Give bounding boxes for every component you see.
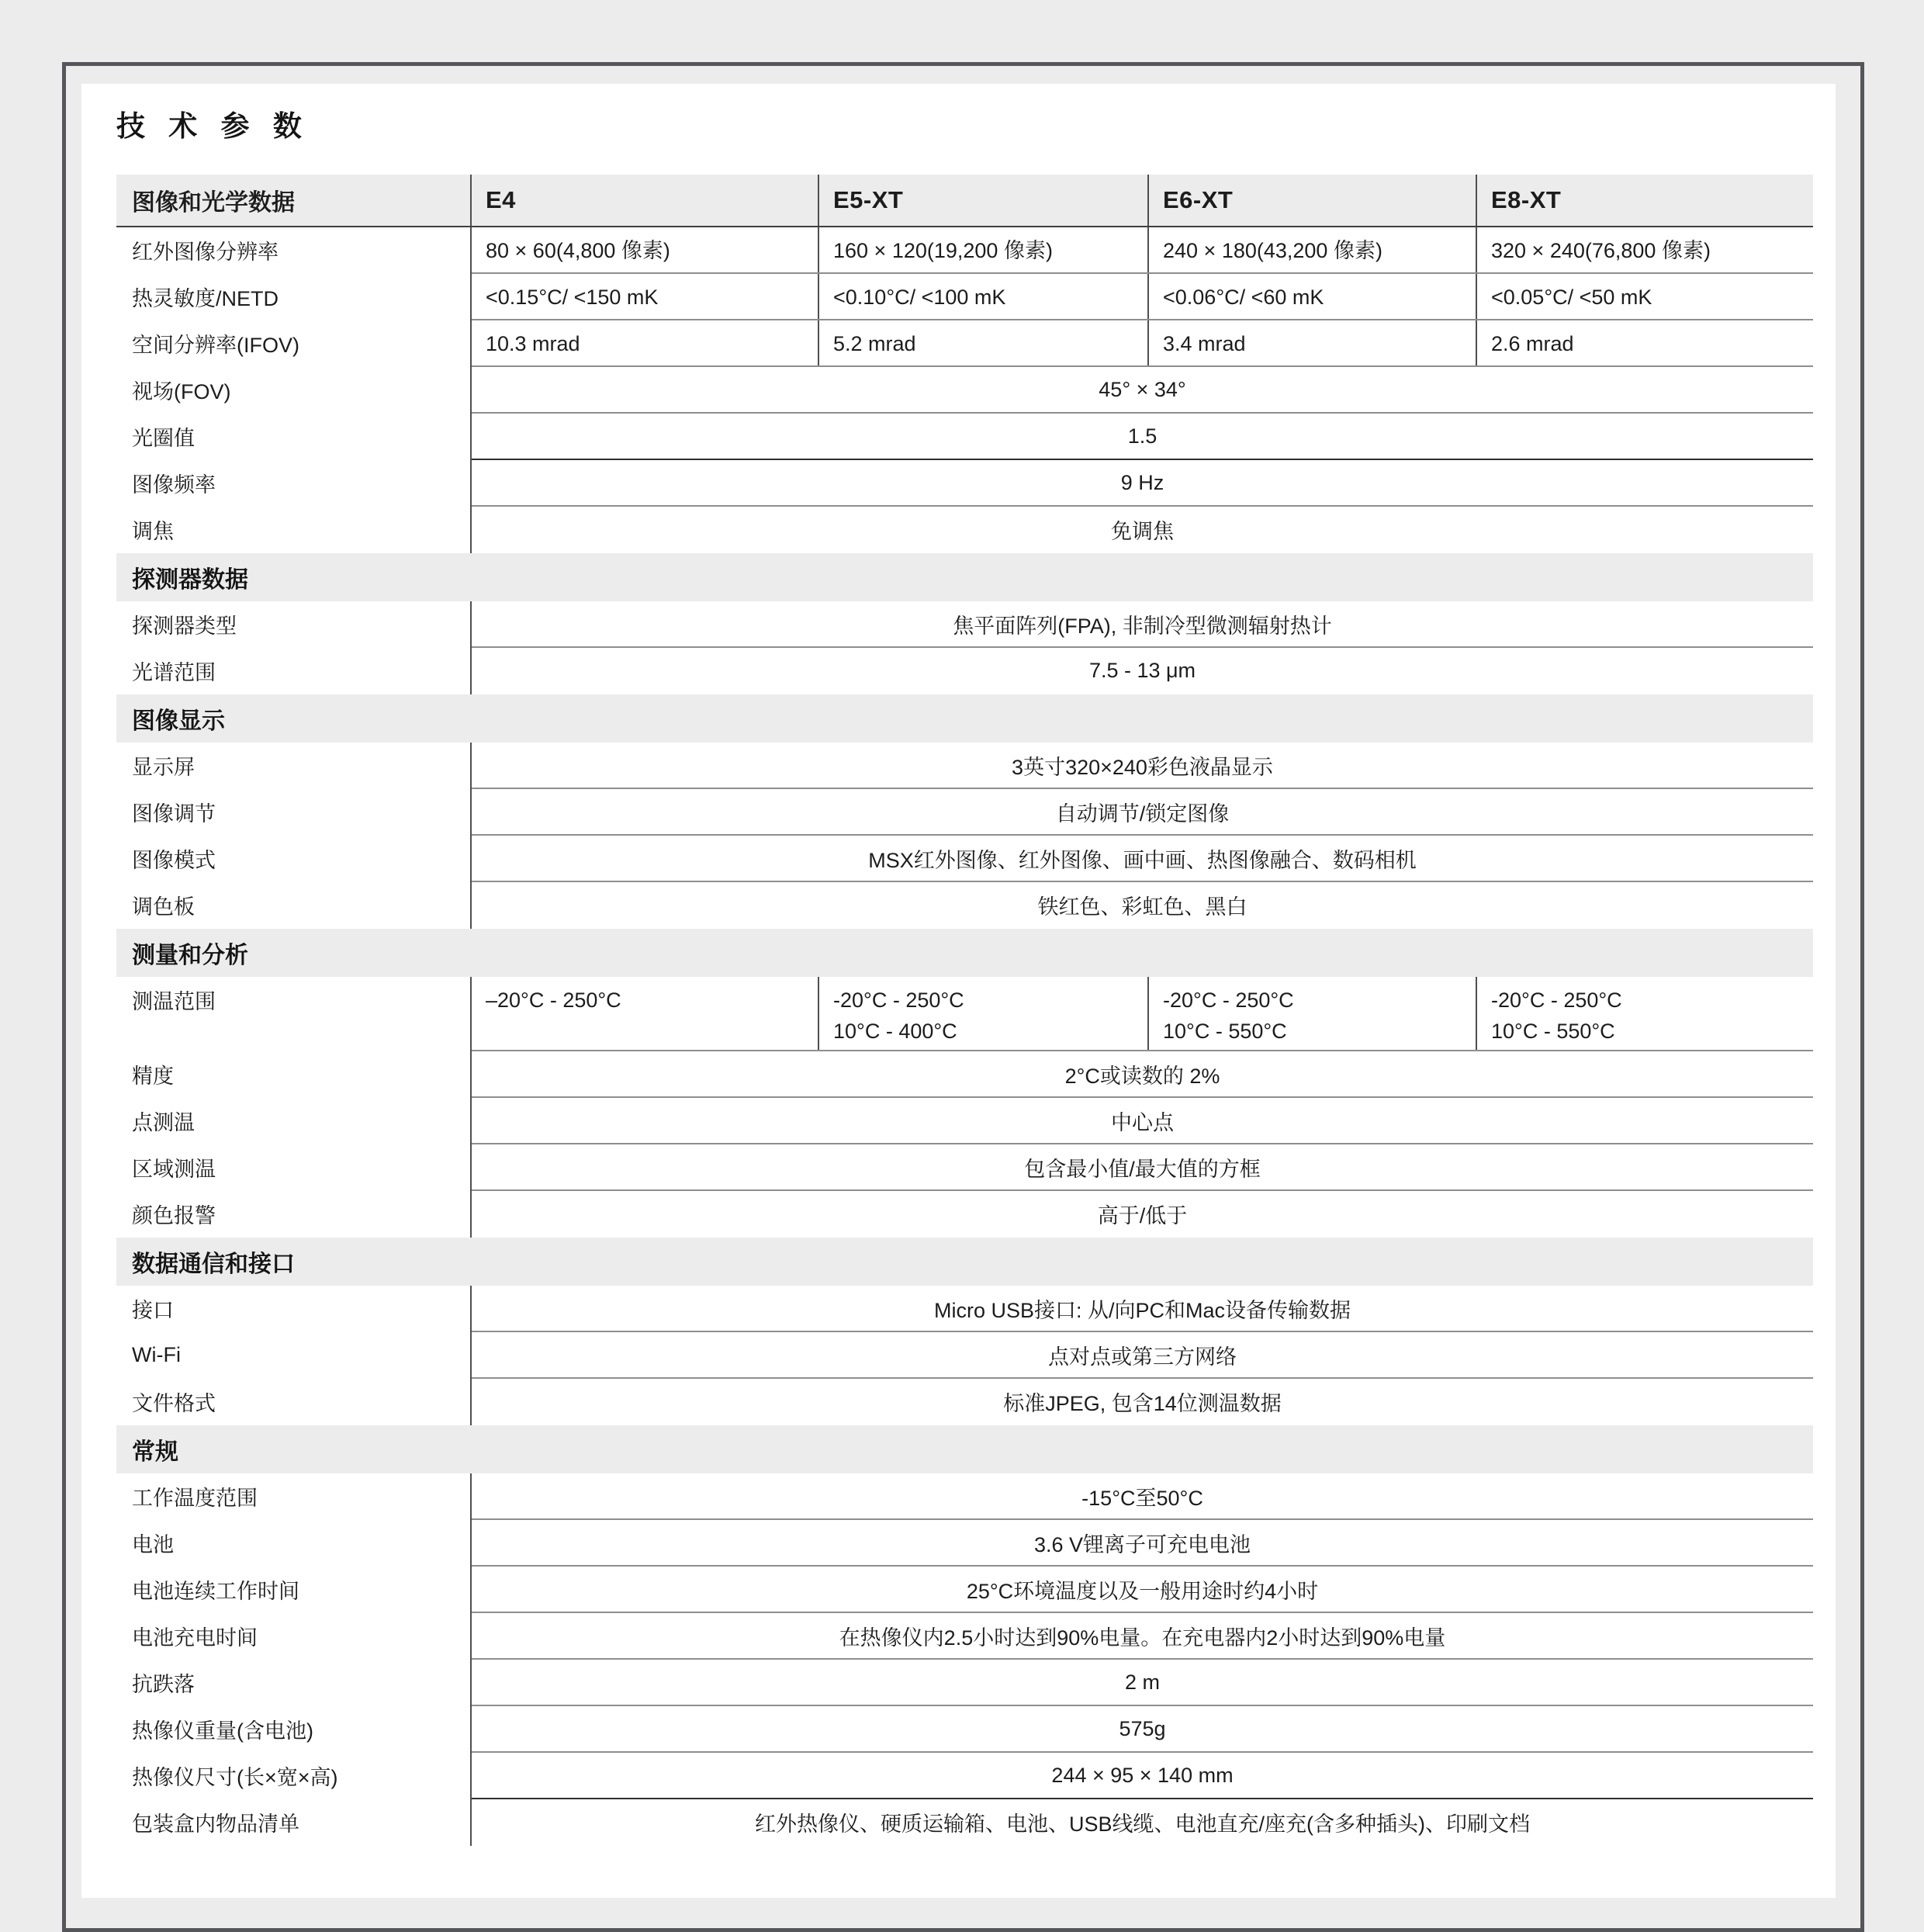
- spec-value-merged: 45° × 34°: [1099, 378, 1186, 402]
- spec-cell: 160 × 120(19,200 像素): [819, 227, 1149, 274]
- spec-cell: 240 × 180(43,200 像素): [1149, 227, 1477, 274]
- spec-row: [116, 977, 1813, 1051]
- spec-value-merged: 9 Hz: [1120, 471, 1164, 495]
- row-label: 电池连续工作时间: [116, 1567, 472, 1613]
- spec-row: [116, 1660, 1813, 1706]
- spec-value-merged: 25°C环境温度以及一般用途时约4小时: [966, 1580, 1319, 1604]
- spec-value-merged: 铁红色、彩虹色、黑白: [1037, 895, 1247, 919]
- row-label: 工作温度范围: [116, 1473, 472, 1520]
- spec-value-merged: 2 m: [1124, 1671, 1160, 1695]
- spec-section: [116, 929, 1813, 1238]
- row-label: 视场(FOV): [116, 367, 472, 414]
- spec-section: [116, 553, 1813, 694]
- spec-value-merged: -15°C至50°C: [1081, 1487, 1203, 1511]
- spec-value-merged: 2°C或读数的 2%: [1064, 1065, 1220, 1089]
- row-label: Wi-Fi: [116, 1332, 472, 1379]
- row-label: 测温范围: [116, 977, 472, 1051]
- row-label: 图像调节: [116, 789, 472, 836]
- white-page-panel: [81, 84, 1836, 1898]
- model-name: E4: [472, 175, 819, 226]
- spec-row: [116, 882, 1813, 929]
- row-label: 包装盒内物品清单: [116, 1799, 472, 1846]
- spec-row: [116, 227, 1813, 274]
- spec-value-merged: 1.5: [1127, 424, 1158, 448]
- row-label: 空间分辨率(IFOV): [116, 320, 472, 367]
- spec-value-merged: 自动调节/锁定图像: [1055, 802, 1230, 826]
- spec-row: [116, 1379, 1813, 1425]
- model-name: E8-XT: [1491, 185, 1562, 213]
- row-label: 电池: [116, 1520, 472, 1567]
- spec-row: [116, 507, 1813, 553]
- row-label: 接口: [116, 1286, 472, 1332]
- section-header-band: 数据通信和接口: [116, 1238, 1813, 1286]
- spec-row: [116, 367, 1813, 414]
- spec-cell: <0.05°C/ <50 mK: [1491, 285, 1652, 309]
- spec-cell-line: –20°C - 250°C: [486, 988, 621, 1012]
- row-label: 热像仪重量(含电池): [116, 1706, 472, 1753]
- spec-row: [116, 1473, 1813, 1520]
- row-label: 光谱范围: [116, 648, 472, 694]
- spec-cell: [472, 977, 819, 1051]
- spec-cell: 5.2 mrad: [819, 320, 1149, 367]
- section-header-band: 图像显示: [116, 694, 1813, 743]
- spec-row: [116, 1613, 1813, 1660]
- spec-row: [116, 1706, 1813, 1753]
- spec-value-merged: 点对点或第三方网络: [1048, 1345, 1237, 1369]
- content-area: [116, 84, 1813, 1846]
- spec-value-merged: 中心点: [1111, 1111, 1174, 1135]
- spec-row: [116, 1799, 1813, 1846]
- row-label: 图像频率: [116, 460, 472, 507]
- spec-section: [116, 1238, 1813, 1425]
- spec-row: [116, 1567, 1813, 1613]
- spec-cell: [1149, 977, 1477, 1051]
- row-label: 文件格式: [116, 1379, 472, 1425]
- spec-row: [116, 789, 1813, 836]
- spec-row: [116, 1520, 1813, 1567]
- spec-value-merged: 免调焦: [1111, 520, 1174, 544]
- row-label: 热像仪尺寸(长×宽×高): [116, 1753, 472, 1799]
- spec-value-merged: MSX红外图像、红外图像、画中画、热图像融合、数码相机: [868, 849, 1417, 873]
- spec-row: [116, 743, 1813, 789]
- row-label: 点测温: [116, 1098, 472, 1144]
- spec-section: [116, 1425, 1813, 1846]
- spec-cell: 3.4 mrad: [1149, 320, 1477, 367]
- row-label: 颜色报警: [116, 1191, 472, 1238]
- spec-value-merged: 3英寸320×240彩色液晶显示: [1012, 756, 1273, 780]
- spec-value-merged: 标准JPEG, 包含14位测温数据: [1003, 1392, 1282, 1416]
- row-label: 显示屏: [116, 743, 472, 789]
- spec-cell: [819, 977, 1149, 1051]
- spec-table: [116, 175, 1813, 1846]
- section-header-band: 探测器数据: [116, 553, 1813, 601]
- spec-value-merged: 红外热像仪、硬质运输箱、电池、USB线缆、电池直充/座充(含多种插头)、印刷文档: [755, 1813, 1530, 1837]
- spec-row: [116, 274, 1813, 320]
- spec-row: [116, 460, 1813, 507]
- spec-value-merged: 包含最小值/最大值的方框: [1024, 1158, 1261, 1182]
- spec-value-merged: 在热像仪内2.5小时达到90%电量。在充电器内2小时达到90%电量: [839, 1626, 1446, 1650]
- row-label: 调焦: [116, 507, 472, 553]
- spec-section: [116, 694, 1813, 929]
- row-label: 区域测温: [116, 1144, 472, 1191]
- spec-row: [116, 1753, 1813, 1799]
- spec-value-merged: 3.6 V锂离子可充电电池: [1033, 1533, 1251, 1557]
- spec-cell-line: -20°C - 250°C: [1163, 988, 1294, 1012]
- spec-cell: 80 × 60(4,800 像素): [472, 227, 819, 274]
- spec-row: [116, 1098, 1813, 1144]
- section-header-band: 测量和分析: [116, 929, 1813, 977]
- spec-value-merged: 575g: [1119, 1717, 1166, 1741]
- row-label: 热灵敏度/NETD: [116, 274, 472, 320]
- spec-value-merged: 7.5 - 13 μm: [1088, 659, 1196, 683]
- spec-row: [116, 1144, 1813, 1191]
- spec-row: [116, 1051, 1813, 1098]
- row-label: 光圈值: [116, 414, 472, 460]
- row-label: 探测器类型: [116, 601, 472, 648]
- spec-row: [116, 836, 1813, 882]
- spec-row: [116, 414, 1813, 460]
- section-header-band: 常规: [116, 1425, 1813, 1473]
- models-header-row: [116, 175, 1813, 227]
- spec-cell: 10.3 mrad: [472, 320, 819, 367]
- spec-cell-line: 10°C - 550°C: [1163, 1019, 1287, 1043]
- spec-cell: 320 × 240(76,800 像素): [1491, 238, 1711, 262]
- row-label: 精度: [116, 1051, 472, 1098]
- row-label: 电池充电时间: [116, 1613, 472, 1660]
- spec-cell: <0.10°C/ <100 mK: [819, 274, 1149, 320]
- spec-cell: 2.6 mrad: [1491, 331, 1574, 355]
- spec-value-merged: Micro USB接口: 从/向PC和Mac设备传输数据: [933, 1299, 1351, 1323]
- spec-cell-line: -20°C - 250°C: [833, 988, 964, 1012]
- spec-row: [116, 1191, 1813, 1238]
- spec-cell-line: 10°C - 550°C: [1491, 1019, 1615, 1043]
- page-title: 技 术 参 数: [116, 110, 310, 142]
- spec-row: [116, 601, 1813, 648]
- spec-cell: [1477, 977, 1813, 1051]
- spec-row: [116, 648, 1813, 694]
- model-name: E6-XT: [1149, 175, 1477, 226]
- spec-value-merged: 244 × 95 × 140 mm: [1051, 1764, 1234, 1788]
- spec-cell-line: -20°C - 250°C: [1491, 988, 1622, 1012]
- model-name: E5-XT: [819, 175, 1149, 226]
- spec-value-merged: 高于/低于: [1097, 1204, 1188, 1228]
- row-label: 红外图像分辨率: [116, 227, 472, 274]
- spec-row: [116, 1286, 1813, 1332]
- spec-section: [116, 175, 1813, 553]
- spec-cell: <0.15°C/ <150 mK: [472, 274, 819, 320]
- row-label: 抗跌落: [116, 1660, 472, 1706]
- spec-row: [116, 320, 1813, 367]
- section-header-label: 图像和光学数据: [116, 175, 472, 226]
- row-label: 调色板: [116, 882, 472, 929]
- spec-value-merged: 焦平面阵列(FPA), 非制冷型微测辐射热计: [953, 615, 1332, 639]
- row-label: 图像模式: [116, 836, 472, 882]
- spec-cell: <0.06°C/ <60 mK: [1149, 274, 1477, 320]
- spec-row: [116, 1332, 1813, 1379]
- spec-cell-line: 10°C - 400°C: [833, 1019, 957, 1043]
